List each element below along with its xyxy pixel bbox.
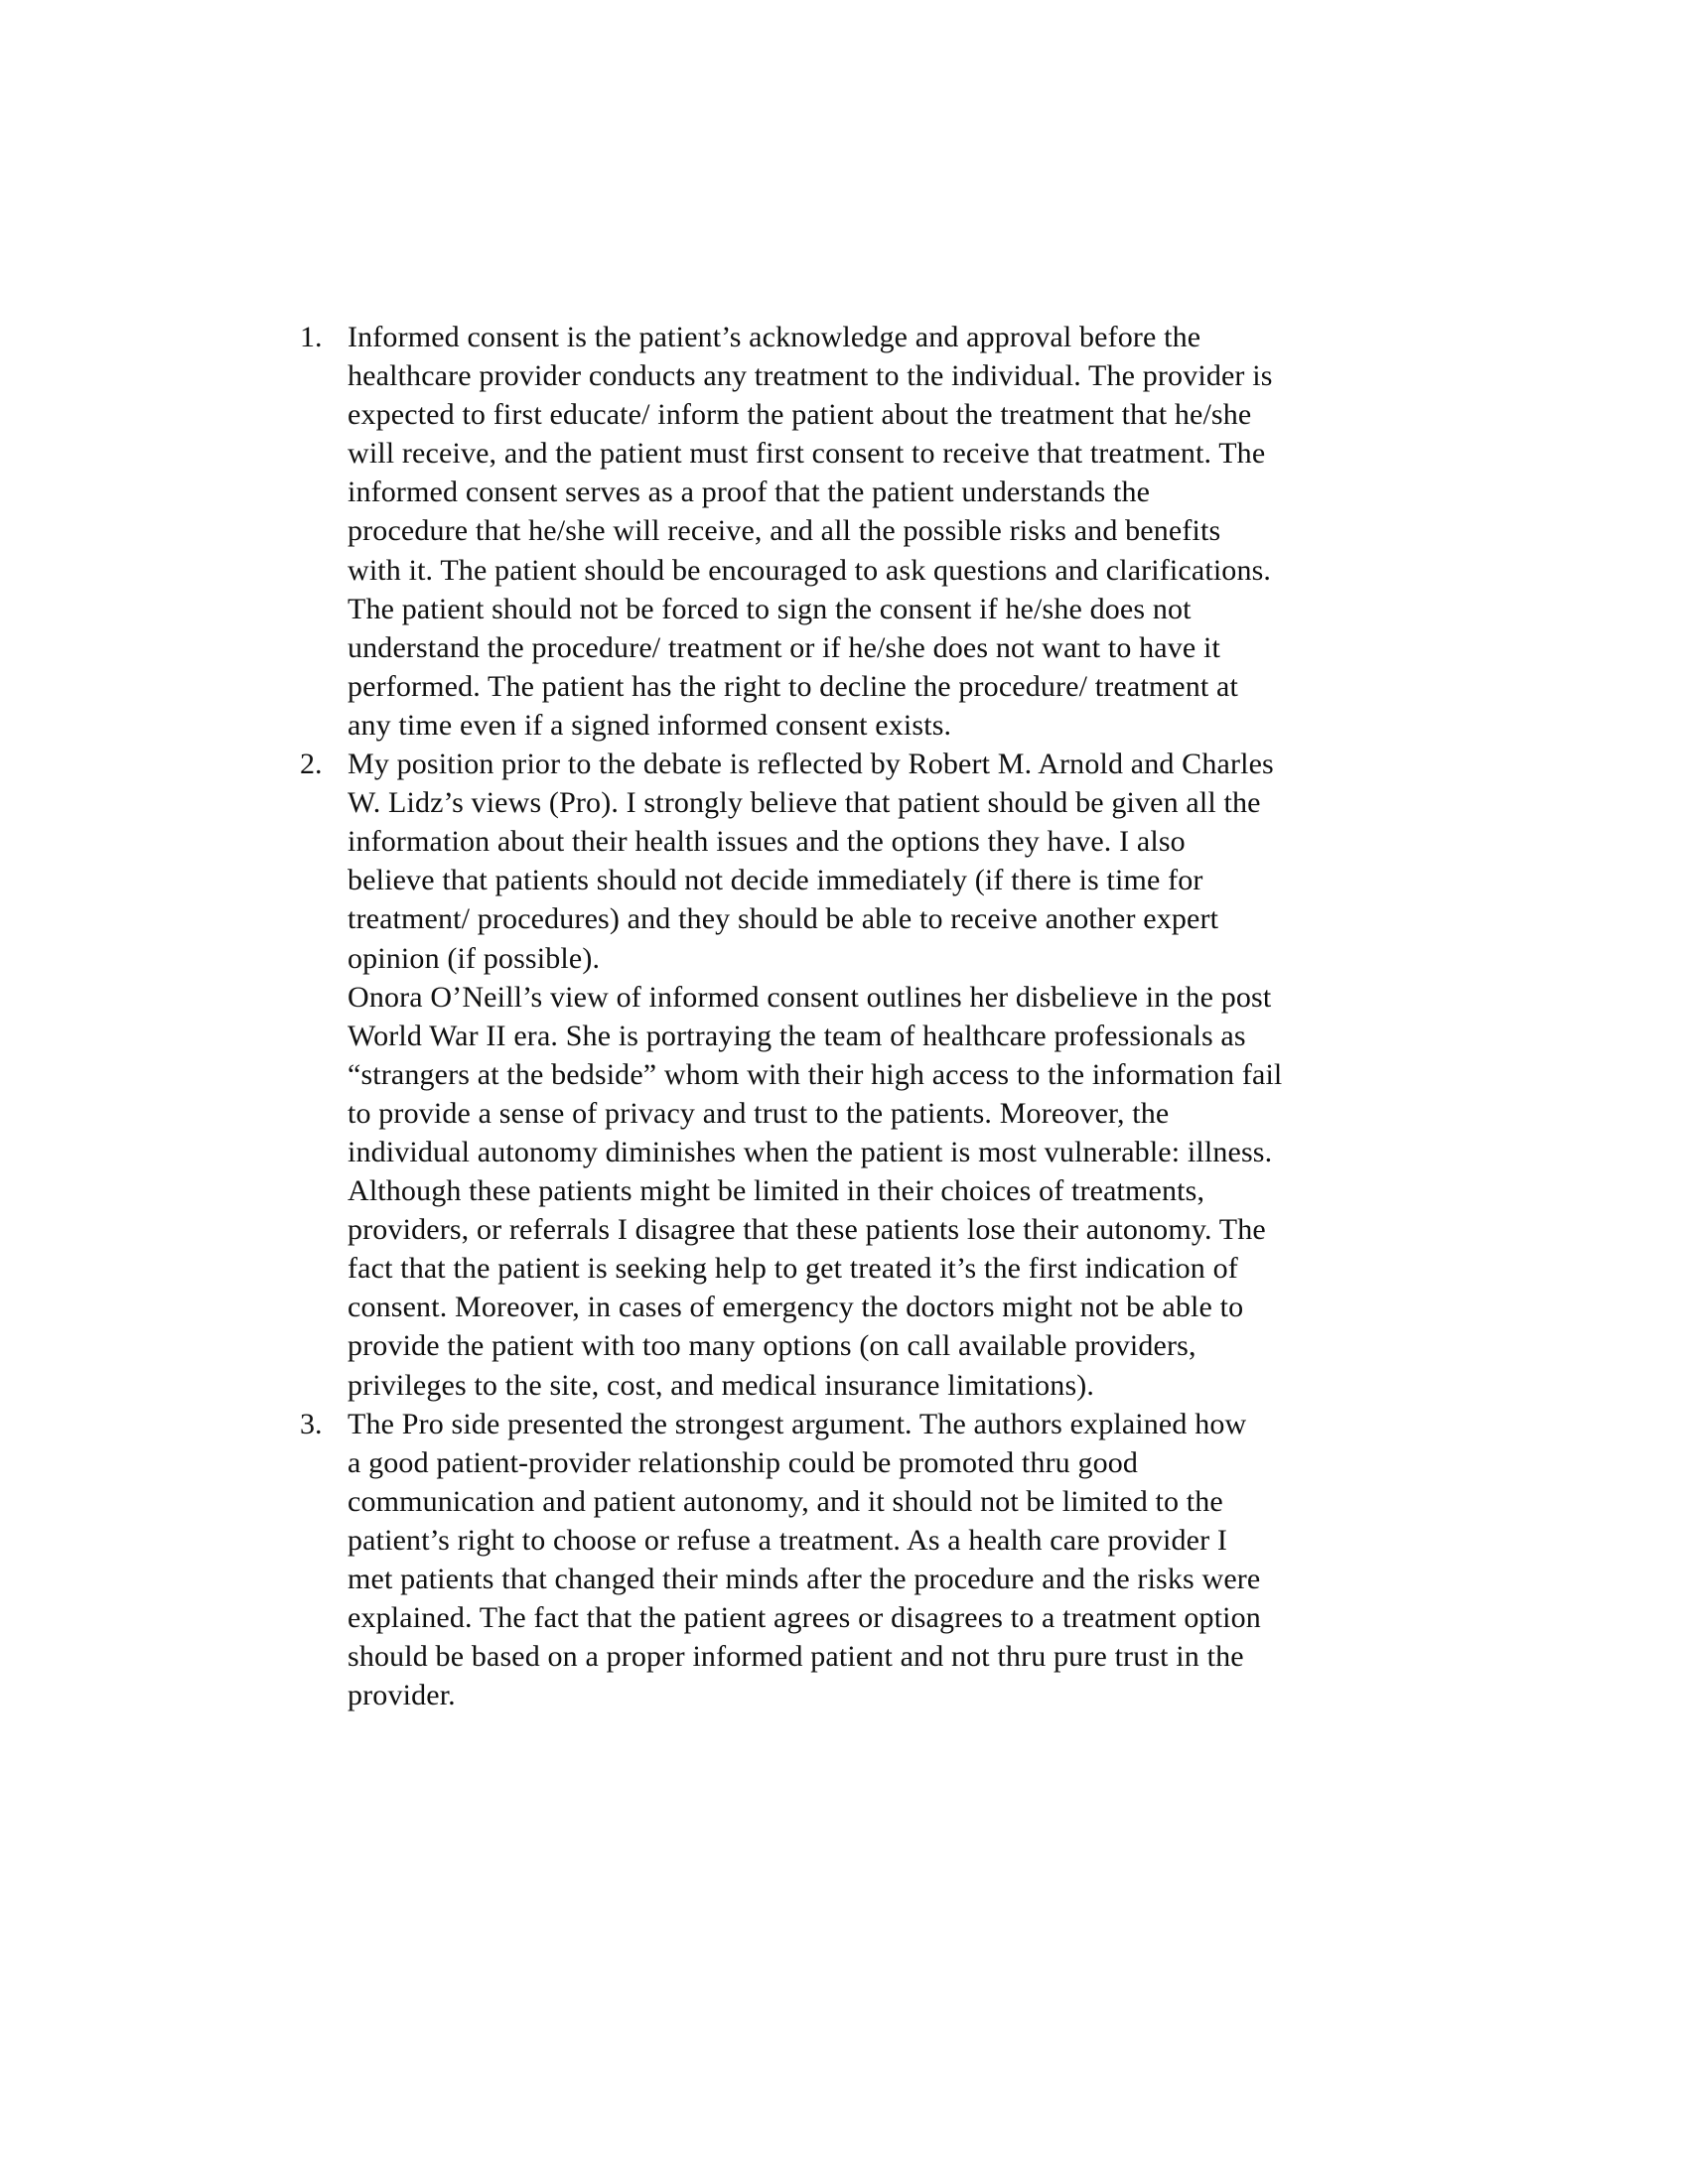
text-line: a good patient-provider relationship could be promoted thru good bbox=[348, 1445, 1139, 1479]
text-line: met patients that changed their minds after the procedure and the risks were bbox=[348, 1563, 1261, 1595]
text-line: patient’s right to choose or refuse a treatment. As a health care provider I bbox=[348, 1523, 1228, 1557]
text-line: expected to first educate/ inform the patient about the treatment that he/she bbox=[348, 398, 1252, 432]
text-line: consent. Moreover, in cases of emergency the doctors might not be able to bbox=[348, 1291, 1244, 1324]
text-line: opinion (if possible). bbox=[348, 941, 601, 975]
text-line: “strangers at the bedside” whom with their high access to the information fail bbox=[348, 1057, 1283, 1091]
text-line: with it. The patient should be encouraged to ask questions and clarifications. bbox=[348, 553, 1272, 587]
text-line: treatment/ procedures) and they should be able to receive another expert bbox=[348, 902, 1219, 936]
list-number: 1. bbox=[300, 321, 323, 353]
text-line: should be based on a proper informed patient and not thru pure trust in the bbox=[348, 1640, 1244, 1674]
text-line: privileges to the site, cost, and medical insurance limitations). bbox=[348, 1368, 1095, 1402]
text-line: informed consent serves as a proof that the patient understands the bbox=[348, 476, 1151, 509]
text-line: fact that the patient is seeking help to get treated it’s the first indication of bbox=[348, 1252, 1238, 1286]
text-line: procedure that he/she will receive, and all the possible risks and benefits bbox=[348, 514, 1221, 548]
answer-item-1 bbox=[298, 318, 1489, 745]
text-line: Informed consent is the patient’s acknowledge and approval before the bbox=[348, 321, 1201, 353]
text-line: information about their health issues and the options they have. I also bbox=[348, 825, 1186, 859]
text-line: performed. The patient has the right to decline the procedure/ treatment at bbox=[348, 669, 1239, 703]
text-line: individual autonomy diminishes when the patient is most vulnerable: illness. bbox=[348, 1135, 1273, 1168]
answer-item-3 bbox=[298, 1405, 1489, 1715]
text-line: W. Lidz’s views (Pro). I strongly believe that patient should be given all the bbox=[348, 786, 1261, 820]
text-line: The patient should not be forced to sign the consent if he/she does not bbox=[348, 592, 1192, 625]
text-line: Although these patients might be limited in their choices of treatments, bbox=[348, 1174, 1205, 1208]
text-line: any time even if a signed informed consent exists. bbox=[348, 708, 952, 742]
text-line: will receive, and the patient must first consent to receive that treatment. The bbox=[348, 437, 1266, 471]
answer-item-2 bbox=[298, 745, 1489, 1405]
list-number: 3. bbox=[300, 1407, 323, 1440]
text-line: understand the procedure/ treatment or if he/she does not want to have it bbox=[348, 630, 1221, 664]
text-line: believe that patients should not decide immediately (if there is time for bbox=[348, 864, 1203, 897]
text-line: My position prior to the debate is reflected by Robert M. Arnold and Charles bbox=[348, 748, 1274, 781]
numbered-answer-list bbox=[298, 318, 1489, 1714]
text-line: provide the patient with too many options (on call available providers, bbox=[348, 1329, 1196, 1363]
list-number: 2. bbox=[300, 748, 323, 781]
text-line: healthcare provider conducts any treatment to the individual. The provider is bbox=[348, 359, 1273, 393]
text-line: providers, or referrals I disagree that these patients lose their autonomy. The bbox=[348, 1213, 1266, 1247]
text-line: to provide a sense of privacy and trust to the patients. Moreover, the bbox=[348, 1096, 1170, 1130]
text-line: The Pro side presented the strongest argument. The authors explained how bbox=[348, 1407, 1247, 1440]
text-line: communication and patient autonomy, and it should not be limited to the bbox=[348, 1484, 1223, 1518]
text-line: World War II era. She is portraying the team of healthcare professionals as bbox=[348, 1019, 1246, 1052]
text-line: provider. bbox=[348, 1679, 456, 1712]
text-line: explained. The fact that the patient agrees or disagrees to a treatment option bbox=[348, 1601, 1261, 1635]
text-line: Onora O’Neill’s view of informed consent outlines her disbelieve in the post bbox=[348, 980, 1272, 1014]
